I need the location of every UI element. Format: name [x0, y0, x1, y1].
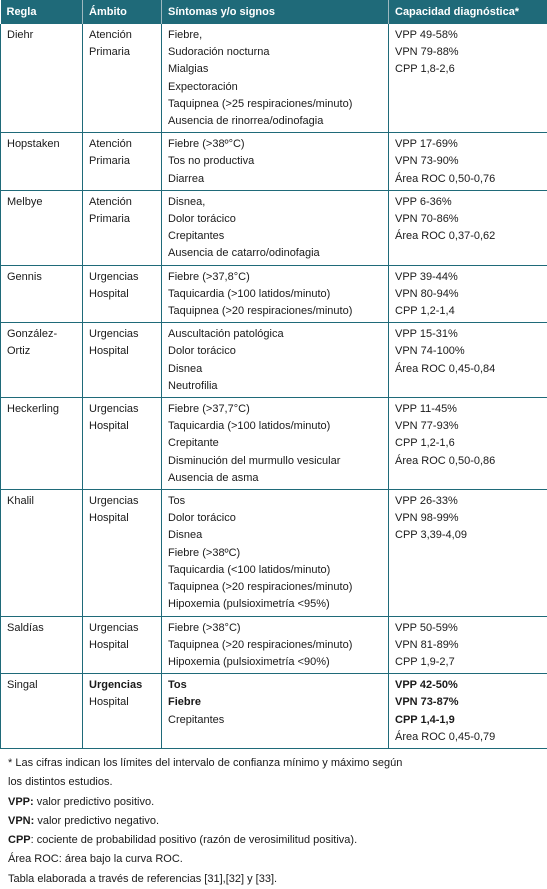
ambito-line: Urgencias — [89, 326, 155, 343]
footnote-roc: Área ROC: área bajo la curva ROC. — [8, 850, 539, 869]
footnote-asterisk-cont: los distintos estudios. — [8, 773, 539, 792]
cell-ambito — [83, 398, 162, 490]
cell-capacidad — [389, 616, 547, 674]
cell-sintomas — [162, 265, 389, 323]
header-regla: Regla — [1, 0, 83, 24]
table-header — [1, 0, 547, 24]
capacidad-line: VPN 81-89% — [395, 637, 541, 654]
regla-line: Saldías — [7, 620, 76, 637]
sintomas-line: Fiebre (>38º°C) — [168, 136, 382, 153]
ambito-line: Atención — [89, 194, 155, 211]
ambito-line: Urgencias — [89, 269, 155, 286]
cell-capacidad — [389, 674, 547, 749]
cell-sintomas — [162, 616, 389, 674]
capacidad-line: Área ROC 0,37-0,62 — [395, 228, 541, 245]
capacidad-line: VPP 15-31% — [395, 326, 541, 343]
cell-ambito — [83, 674, 162, 749]
cell-regla — [1, 133, 83, 191]
ambito-line: Primaria — [89, 211, 155, 228]
capacidad-line: VPP 17-69% — [395, 136, 541, 153]
capacidad-line: CPP 3,39-4,09 — [395, 527, 541, 544]
ambito-line: Urgencias — [89, 401, 155, 418]
ambito-line: Hospital — [89, 510, 155, 527]
sintomas-line: Crepitantes — [168, 712, 382, 729]
cell-regla — [1, 190, 83, 265]
cell-ambito — [83, 24, 162, 133]
cell-ambito — [83, 323, 162, 398]
capacidad-line: VPN 73-90% — [395, 153, 541, 170]
table-row — [1, 133, 547, 191]
sintomas-line: Dolor torácico — [168, 211, 382, 228]
capacidad-line: CPP 1,8-2,6 — [395, 61, 541, 78]
cell-sintomas — [162, 674, 389, 749]
capacidad-line: VPN 79-88% — [395, 44, 541, 61]
sintomas-line: Fiebre (>38°C) — [168, 620, 382, 637]
cell-regla — [1, 674, 83, 749]
cell-capacidad — [389, 190, 547, 265]
capacidad-line: VPP 11-45% — [395, 401, 541, 418]
cell-capacidad — [389, 24, 547, 133]
capacidad-line: Área ROC 0,50-0,86 — [395, 453, 541, 470]
ambito-line: Urgencias — [89, 620, 155, 637]
table-footnotes — [0, 749, 547, 889]
regla-line: Melbye — [7, 194, 76, 211]
ambito-line: Atención — [89, 27, 155, 44]
sintomas-line: Fiebre — [168, 694, 382, 711]
capacidad-line: VPN 74-100% — [395, 343, 541, 360]
sintomas-line: Crepitante — [168, 435, 382, 452]
table-row — [1, 398, 547, 490]
cell-regla — [1, 490, 83, 616]
sintomas-line: Taquicardia (>100 latidos/minuto) — [168, 286, 382, 303]
cell-ambito — [83, 133, 162, 191]
sintomas-line: Taquipnea (>25 respiraciones/minuto) — [168, 96, 382, 113]
sintomas-line: Ausencia de rinorrea/odinofagia — [168, 113, 382, 130]
cell-capacidad — [389, 265, 547, 323]
sintomas-line: Diarrea — [168, 171, 382, 188]
sintomas-line: Taquipnea (>20 respiraciones/minuto) — [168, 303, 382, 320]
footnote-source: Tabla elaborada a través de referencias [31],[32] y [33]. — [8, 870, 539, 889]
table-row — [1, 24, 547, 133]
footnote-vpp: VPP: valor predictivo positivo. — [8, 793, 539, 812]
capacidad-line: VPN 70-86% — [395, 211, 541, 228]
capacidad-line: VPN 77-93% — [395, 418, 541, 435]
ambito-line: Hospital — [89, 694, 155, 711]
cell-capacidad — [389, 398, 547, 490]
cell-regla — [1, 265, 83, 323]
sintomas-line: Tos — [168, 677, 382, 694]
regla-line: Gennis — [7, 269, 76, 286]
footnote-cpp: CPP: cociente de probabilidad positivo (razón de verosimilitud positiva). — [8, 831, 539, 850]
table-row — [1, 190, 547, 265]
footnote-vpn: VPN: valor predictivo negativo. — [8, 812, 539, 831]
table-row — [1, 616, 547, 674]
sintomas-line: Mialgias — [168, 61, 382, 78]
sintomas-line: Fiebre (>37,8°C) — [168, 269, 382, 286]
cell-ambito — [83, 190, 162, 265]
sintomas-line: Taquicardia (>100 latidos/minuto) — [168, 418, 382, 435]
cell-sintomas — [162, 133, 389, 191]
cell-capacidad — [389, 323, 547, 398]
cell-sintomas — [162, 398, 389, 490]
table-row — [1, 323, 547, 398]
sintomas-line: Disnea — [168, 361, 382, 378]
cell-capacidad — [389, 490, 547, 616]
capacidad-line: VPP 42-50% — [395, 677, 541, 694]
header-ambito: Ámbito — [83, 0, 162, 24]
sintomas-line: Disminución del murmullo vesicular — [168, 453, 382, 470]
ambito-line: Hospital — [89, 418, 155, 435]
header-capacidad: Capacidad diagnóstica* — [389, 0, 547, 24]
header-sintomas: Síntomas y/o signos — [162, 0, 389, 24]
sintomas-line: Fiebre, — [168, 27, 382, 44]
cell-regla — [1, 323, 83, 398]
sintomas-line: Taquipnea (>20 respiraciones/minuto) — [168, 637, 382, 654]
sintomas-line: Crepitantes — [168, 228, 382, 245]
cell-ambito — [83, 490, 162, 616]
sintomas-line: Dolor torácico — [168, 343, 382, 360]
regla-line: González- — [7, 326, 76, 343]
capacidad-line: VPP 50-59% — [395, 620, 541, 637]
regla-line: Hopstaken — [7, 136, 76, 153]
sintomas-line: Hipoxemia (pulsioximetría <90%) — [168, 654, 382, 671]
ambito-line: Hospital — [89, 637, 155, 654]
sintomas-line: Fiebre (>37,7°C) — [168, 401, 382, 418]
sintomas-line: Fiebre (>38ºC) — [168, 545, 382, 562]
regla-line: Heckerling — [7, 401, 76, 418]
sintomas-line: Sudoración nocturna — [168, 44, 382, 61]
table-row — [1, 674, 547, 749]
capacidad-line: CPP 1,4-1,9 — [395, 712, 541, 729]
sintomas-line: Taquicardia (<100 latidos/minuto) — [168, 562, 382, 579]
cell-capacidad — [389, 133, 547, 191]
capacidad-line: Área ROC 0,50-0,76 — [395, 171, 541, 188]
ambito-line: Urgencias — [89, 493, 155, 510]
sintomas-line: Taquipnea (>20 respiraciones/minuto) — [168, 579, 382, 596]
ambito-line: Primaria — [89, 44, 155, 61]
sintomas-line: Dolor torácico — [168, 510, 382, 527]
capacidad-line: VPP 39-44% — [395, 269, 541, 286]
sintomas-line: Disnea, — [168, 194, 382, 211]
regla-line: Diehr — [7, 27, 76, 44]
capacidad-line: VPN 98-99% — [395, 510, 541, 527]
sintomas-line: Tos — [168, 493, 382, 510]
sintomas-line: Ausencia de catarro/odinofagia — [168, 245, 382, 262]
cell-ambito — [83, 616, 162, 674]
cell-sintomas — [162, 490, 389, 616]
ambito-line: Hospital — [89, 286, 155, 303]
cell-ambito — [83, 265, 162, 323]
footnote-asterisk: * Las cifras indican los límites del intervalo de confianza mínimo y máximo según — [8, 754, 539, 773]
table-row — [1, 490, 547, 616]
table-row — [1, 265, 547, 323]
ambito-line: Atención — [89, 136, 155, 153]
sintomas-line: Auscultación patológica — [168, 326, 382, 343]
cell-regla — [1, 398, 83, 490]
table-body — [1, 24, 547, 748]
cell-regla — [1, 24, 83, 133]
ambito-line: Urgencias — [89, 677, 155, 694]
regla-line: Singal — [7, 677, 76, 694]
regla-line: Ortiz — [7, 343, 76, 360]
capacidad-line: CPP 1,9-2,7 — [395, 654, 541, 671]
capacidad-line: Área ROC 0,45-0,84 — [395, 361, 541, 378]
cell-sintomas — [162, 24, 389, 133]
capacidad-line: CPP 1,2-1,6 — [395, 435, 541, 452]
cell-sintomas — [162, 190, 389, 265]
sintomas-line: Neutrofilia — [168, 378, 382, 395]
capacidad-line: CPP 1,2-1,4 — [395, 303, 541, 320]
capacidad-line: VPP 6-36% — [395, 194, 541, 211]
capacidad-line: VPN 80-94% — [395, 286, 541, 303]
cell-sintomas — [162, 323, 389, 398]
sintomas-line: Expectoración — [168, 79, 382, 96]
ambito-line: Primaria — [89, 153, 155, 170]
sintomas-line: Hipoxemia (pulsioximetría <95%) — [168, 596, 382, 613]
sintomas-line: Disnea — [168, 527, 382, 544]
ambito-line: Hospital — [89, 343, 155, 360]
cell-regla — [1, 616, 83, 674]
capacidad-line: VPN 73-87% — [395, 694, 541, 711]
sintomas-line: Ausencia de asma — [168, 470, 382, 487]
capacidad-line: Área ROC 0,45-0,79 — [395, 729, 541, 746]
sintomas-line: Tos no productiva — [168, 153, 382, 170]
capacidad-line: VPP 26-33% — [395, 493, 541, 510]
regla-line: Khalil — [7, 493, 76, 510]
capacidad-line: VPP 49-58% — [395, 27, 541, 44]
